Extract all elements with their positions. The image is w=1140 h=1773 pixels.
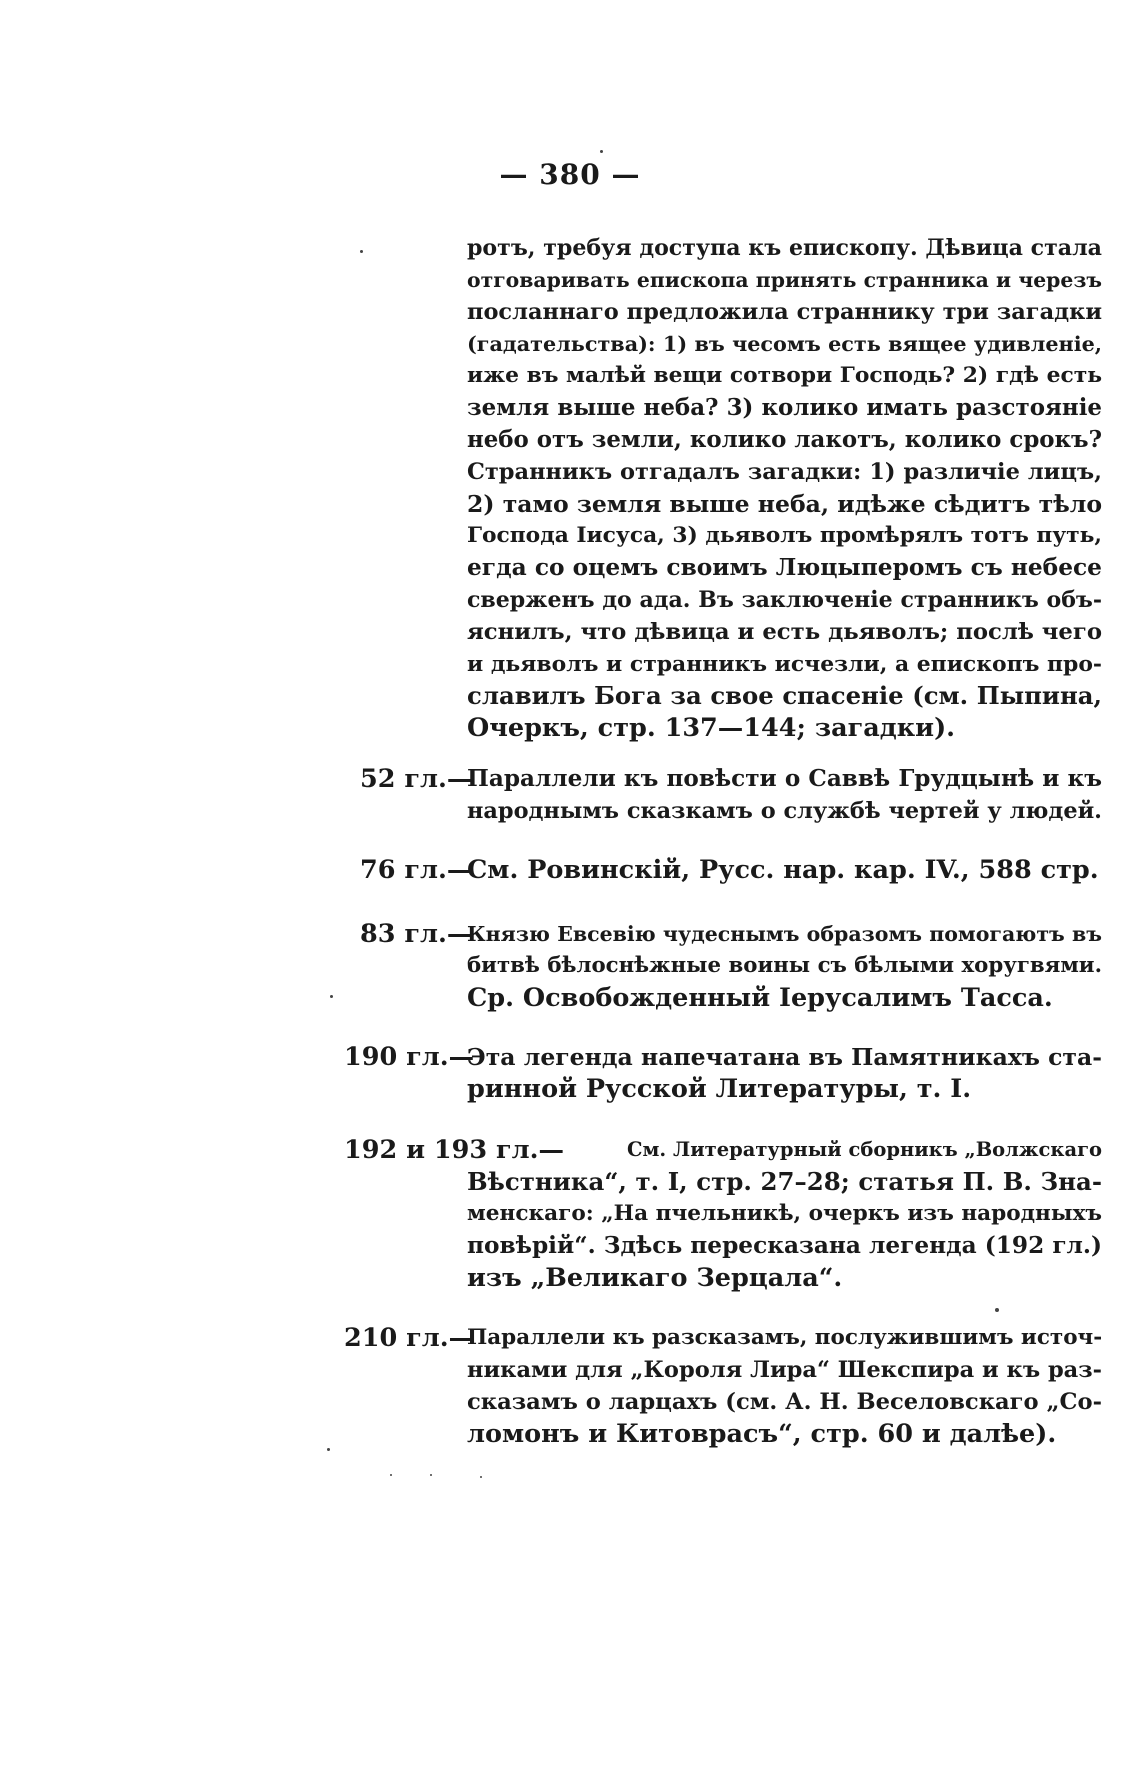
- note-ref: 83 гл.—: [360, 919, 473, 949]
- note-body: [467, 854, 1102, 886]
- note-ref: 210 гл.—: [344, 1323, 475, 1353]
- text-line: и дьяволъ и странникъ исчезли, а епископъ про-: [467, 651, 1103, 677]
- intro-paragraph: [467, 232, 1102, 744]
- scan-speck: [600, 150, 603, 153]
- text-line: Очеркъ, стр. 137—144; загадки).: [467, 713, 956, 743]
- note-body: [467, 918, 1102, 1014]
- text-line: Эта легенда напечатана въ Памятникахъ ста-: [467, 1043, 1102, 1071]
- text-line: 2) тамо земля выше неба, идѣже сѣдитъ тѣло: [467, 490, 1102, 518]
- text-line: менскаго: „На пчельникѣ, очеркъ изъ народныхъ: [467, 1201, 1102, 1226]
- text-line: ротъ, требуя доступа къ епископу. Дѣвица стала: [467, 235, 1102, 261]
- text-line: См. Ровинскій, Русс. нар. кар. IV., 588 стр.: [467, 855, 1099, 885]
- scan-speck: [360, 250, 363, 253]
- note-body: [467, 763, 1102, 827]
- text-line: изъ „Великаго Зерцала“.: [467, 1263, 843, 1293]
- note-body-continued: [467, 1166, 1102, 1294]
- text-line: повѣрій“. Здѣсь пересказана легенда (192 гл.): [467, 1232, 1102, 1259]
- text-line: народнымъ сказкамъ о службѣ чертей у людей.: [467, 798, 1102, 824]
- text-line: Вѣстника“, т. I, стр. 27–28; статья П. В. Зна-: [467, 1167, 1102, 1196]
- page-number: — 380 —: [499, 158, 641, 191]
- scan-speck: [330, 995, 333, 998]
- text-line: славилъ Бога за свое спасеніе (см. Пыпина,: [467, 681, 1102, 710]
- text-line: сверженъ до ада. Въ заключеніе странникъ объ-: [467, 587, 1102, 613]
- text-line: Параллели къ повѣсти о Саввѣ Грудцынѣ и къ: [467, 765, 1102, 792]
- text-line: яснилъ, что дѣвица и есть дьяволъ; послѣ чего: [467, 619, 1102, 645]
- text-line: сказамъ о ларцахъ (см. А. Н. Веселовскаго „Со-: [467, 1389, 1102, 1415]
- text-line: ринной Русской Литературы, т. I.: [467, 1074, 972, 1104]
- scan-speck: [327, 1448, 330, 1451]
- note-ref: 76 гл.—: [360, 855, 473, 885]
- text-line: ломонъ и Китоврасъ“, стр. 60 и далѣе).: [467, 1419, 1057, 1449]
- text-line: Князю Евсевію чудеснымъ образомъ помогаютъ въ: [467, 922, 1102, 946]
- note-body: [627, 1134, 1102, 1166]
- scan-speck: [390, 1474, 392, 1476]
- note-ref: 192 и 193 гл.—: [344, 1135, 564, 1165]
- text-line: земля выше неба? 3) колико имать разстояніе: [467, 394, 1102, 421]
- scan-speck: [480, 1476, 482, 1478]
- scan-speck: [430, 1474, 432, 1476]
- text-line: отговаривать епископа принять странника и черезъ: [467, 268, 1102, 292]
- text-line: иже въ малѣй вещи сотвори Господь? 2) гдѣ есть: [467, 363, 1102, 388]
- text-line: См. Литературный сборникъ „Волжскаго: [627, 1138, 1102, 1161]
- note-body: [467, 1041, 1102, 1105]
- note-ref: 52 гл.—: [360, 764, 473, 794]
- text-line: Господа Іисуса, 3) дьяволъ промѣрялъ тотъ путь,: [467, 523, 1102, 548]
- scan-speck: [995, 1308, 999, 1312]
- text-line: небо отъ земли, колико лакотъ, колико срокъ?: [467, 427, 1102, 453]
- text-line: Ср. Освобожденный Іерусалимъ Тасса.: [467, 983, 1053, 1013]
- note-body: [467, 1322, 1102, 1450]
- text-line: никами для „Короля Лира“ Шекспира и къ раз-: [467, 1357, 1102, 1383]
- text-line: егда со оцемъ своимъ Люцыперомъ съ небесе: [467, 554, 1102, 581]
- text-line: Странникъ отгадалъ загадки: 1) различіе лицъ,: [467, 459, 1102, 485]
- text-line: (гадательства): 1) въ чесомъ есть вящее удивленіе,: [467, 332, 1102, 356]
- text-line: посланнаго предложила страннику три загадки: [467, 299, 1102, 325]
- text-line: битвѣ бѣлоснѣжные воины съ бѣлыми хоругвями.: [467, 953, 1102, 978]
- note-ref: 190 гл.—: [344, 1042, 475, 1072]
- text-line: Параллели къ разсказамъ, послужившимъ источ-: [467, 1325, 1103, 1350]
